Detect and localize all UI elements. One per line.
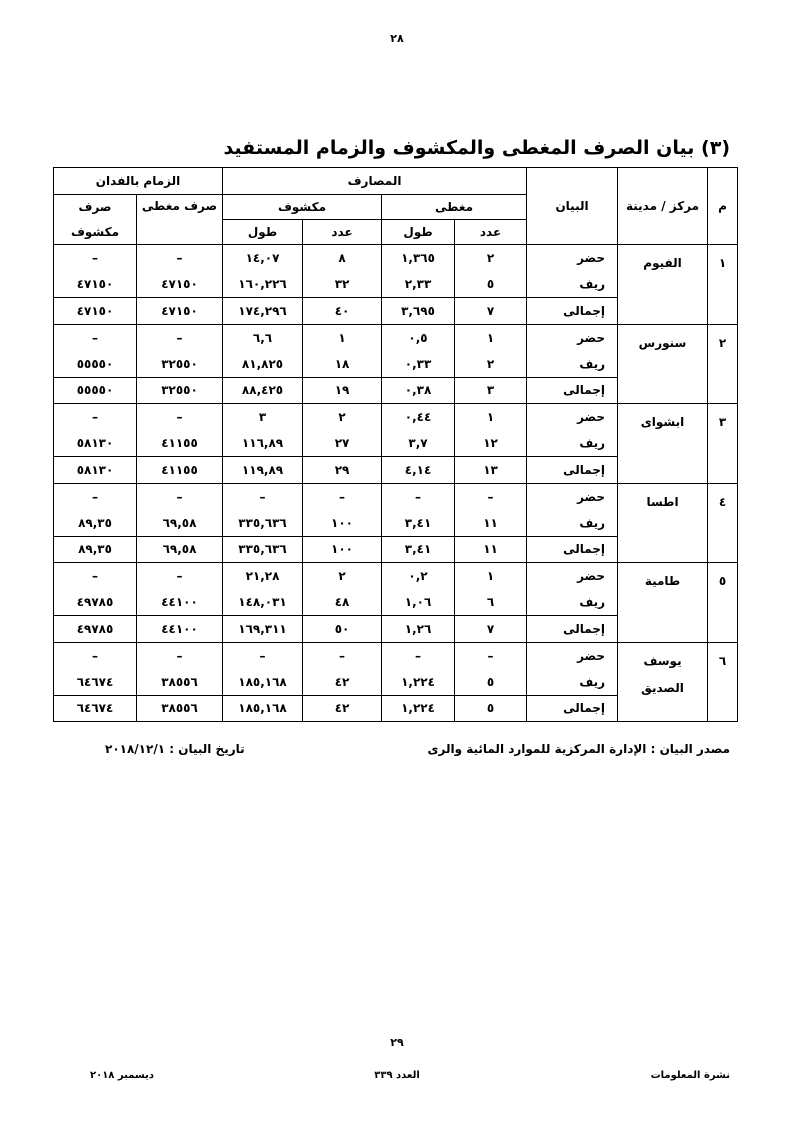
- bayan-cell: إجمالى: [527, 377, 618, 404]
- zimam-covered-cell: –: [137, 245, 223, 272]
- zimam-open-cell: ٤٧١٥٠: [54, 271, 137, 298]
- zimam-open-cell: –: [54, 563, 137, 590]
- zimam-covered-cell: –: [137, 404, 223, 431]
- covered-count-cell: ٧: [455, 298, 527, 325]
- bayan-cell: حضر: [527, 483, 618, 510]
- page-title: (٣) بيان الصرف المغطى والمكشوف والزمام المستفيد: [223, 137, 730, 159]
- covered-length-cell: ١,٢٦: [382, 616, 455, 643]
- header-tool-open: طول: [223, 220, 303, 245]
- open-count-cell: ١٩: [303, 377, 382, 404]
- table-body: [54, 245, 738, 722]
- covered-count-cell: ٣: [455, 377, 527, 404]
- zimam-covered-cell: –: [137, 563, 223, 590]
- covered-count-cell: ٧: [455, 616, 527, 643]
- bayan-cell: إجمالى: [527, 616, 618, 643]
- footer-issue: العدد ٣٣٩: [374, 1070, 420, 1081]
- zimam-covered-cell: ٤٤١٠٠: [137, 589, 223, 616]
- open-length-cell: ١٧٤,٢٩٦: [223, 298, 303, 325]
- zimam-covered-cell: ٣٨٥٥٦: [137, 695, 223, 722]
- open-length-cell: ٨١,٨٢٥: [223, 351, 303, 378]
- open-length-cell: ٦,٦: [223, 324, 303, 351]
- header-sarf: صرف: [54, 195, 137, 220]
- open-count-cell: ٨: [303, 245, 382, 272]
- zimam-covered-cell: ٣٢٥٥٠: [137, 377, 223, 404]
- bayan-cell: ريف: [527, 351, 618, 378]
- covered-length-cell: –: [382, 642, 455, 669]
- open-length-cell: ١٨٥,١٦٨: [223, 669, 303, 696]
- covered-length-cell: ٠,٤٤: [382, 404, 455, 431]
- table-row: [54, 563, 738, 590]
- header-bayan: البيان: [527, 168, 618, 245]
- covered-length-cell: ٤,١٤: [382, 457, 455, 484]
- zimam-open-cell: –: [54, 404, 137, 431]
- covered-count-cell: ١: [455, 324, 527, 351]
- row-number: ٤: [708, 483, 738, 563]
- header-city: مركز / مدينة: [618, 168, 708, 245]
- open-length-cell: ١٨٥,١٦٨: [223, 695, 303, 722]
- covered-count-cell: ١: [455, 563, 527, 590]
- zimam-open-cell: ٤٩٧٨٥: [54, 589, 137, 616]
- city-name: اطسا: [618, 483, 708, 563]
- bayan-cell: حضر: [527, 642, 618, 669]
- zimam-covered-cell: ٤٧١٥٠: [137, 271, 223, 298]
- data-date-note: تاريخ البيان : ٢٠١٨/١٢/١: [105, 742, 245, 756]
- open-count-cell: –: [303, 642, 382, 669]
- zimam-covered-cell: –: [137, 642, 223, 669]
- zimam-open-cell: –: [54, 483, 137, 510]
- header-masaref: المصارف: [223, 168, 527, 195]
- covered-length-cell: ٢,٣٣: [382, 271, 455, 298]
- header-m: م: [708, 168, 738, 245]
- zimam-covered-cell: ٣٨٥٥٦: [137, 669, 223, 696]
- page-number-top: ٢٨: [390, 32, 404, 45]
- open-length-cell: ١٤٨,٠٣١: [223, 589, 303, 616]
- zimam-covered-cell: –: [137, 324, 223, 351]
- open-count-cell: ٤٢: [303, 695, 382, 722]
- zimam-open-cell: ٥٥٥٥٠: [54, 351, 137, 378]
- header-adad-covered: عدد: [455, 220, 527, 245]
- zimam-covered-cell: ٦٩,٥٨: [137, 536, 223, 563]
- open-length-cell: ١٦٠,٢٢٦: [223, 271, 303, 298]
- table-header: [54, 168, 738, 245]
- zimam-open-cell: ٨٩,٣٥: [54, 536, 137, 563]
- bayan-cell: إجمالى: [527, 536, 618, 563]
- zimam-open-cell: ٥٨١٣٠: [54, 457, 137, 484]
- covered-count-cell: ٥: [455, 271, 527, 298]
- header-tool-covered: طول: [382, 220, 455, 245]
- bayan-cell: ريف: [527, 510, 618, 537]
- bayan-cell: ريف: [527, 271, 618, 298]
- city-name: ابشواى: [618, 404, 708, 484]
- open-length-cell: ١١٩,٨٩: [223, 457, 303, 484]
- city-name: سنورس: [618, 324, 708, 404]
- covered-length-cell: –: [382, 483, 455, 510]
- bayan-cell: ريف: [527, 669, 618, 696]
- open-length-cell: ٢١,٢٨: [223, 563, 303, 590]
- bayan-cell: إجمالى: [527, 695, 618, 722]
- bayan-cell: حضر: [527, 563, 618, 590]
- bayan-cell: إجمالى: [527, 457, 618, 484]
- bayan-cell: حضر: [527, 404, 618, 431]
- open-count-cell: ٤٨: [303, 589, 382, 616]
- covered-count-cell: ١٢: [455, 430, 527, 457]
- city-name: طامية: [618, 563, 708, 643]
- footer-date: ديسمبر ٢٠١٨: [90, 1070, 154, 1081]
- covered-length-cell: ٣,٤١: [382, 510, 455, 537]
- open-count-cell: ١٠٠: [303, 510, 382, 537]
- open-count-cell: ١٨: [303, 351, 382, 378]
- zimam-covered-cell: ٤٧١٥٠: [137, 298, 223, 325]
- covered-count-cell: ٢: [455, 351, 527, 378]
- covered-length-cell: ١,٠٦: [382, 589, 455, 616]
- open-count-cell: ٢: [303, 404, 382, 431]
- data-source-note: مصدر البيان : الإدارة المركزية للموارد المائية والرى: [427, 742, 730, 756]
- open-count-cell: ٥٠: [303, 616, 382, 643]
- open-count-cell: –: [303, 483, 382, 510]
- footer-publication: نشرة المعلومات: [650, 1070, 730, 1081]
- open-length-cell: ٣٣٥,٦٣٦: [223, 536, 303, 563]
- row-number: ٥: [708, 563, 738, 643]
- zimam-open-cell: ٨٩,٣٥: [54, 510, 137, 537]
- open-count-cell: ١: [303, 324, 382, 351]
- covered-count-cell: –: [455, 483, 527, 510]
- covered-length-cell: ٠,٣٣: [382, 351, 455, 378]
- open-length-cell: ٨٨,٤٢٥: [223, 377, 303, 404]
- covered-length-cell: ٠,٥: [382, 324, 455, 351]
- covered-count-cell: ٥: [455, 669, 527, 696]
- city-name: الفيوم: [618, 245, 708, 325]
- covered-length-cell: ٣,٦٩٥: [382, 298, 455, 325]
- open-length-cell: –: [223, 642, 303, 669]
- row-number: ١: [708, 245, 738, 325]
- open-length-cell: ٣٣٥,٦٣٦: [223, 510, 303, 537]
- header-zimam: الزمام بالفدان: [54, 168, 223, 195]
- open-length-cell: ٣: [223, 404, 303, 431]
- covered-length-cell: ٠,٢: [382, 563, 455, 590]
- zimam-covered-cell: ٦٩,٥٨: [137, 510, 223, 537]
- header-makshouf-zimam: مكشوف: [54, 220, 137, 245]
- table-row: [54, 324, 738, 351]
- bayan-cell: ريف: [527, 589, 618, 616]
- row-number: ٢: [708, 324, 738, 404]
- bayan-cell: حضر: [527, 324, 618, 351]
- zimam-open-cell: ٥٥٥٥٠: [54, 377, 137, 404]
- zimam-covered-cell: ٤١١٥٥: [137, 430, 223, 457]
- covered-count-cell: ١١: [455, 510, 527, 537]
- covered-count-cell: ١١: [455, 536, 527, 563]
- covered-count-cell: ٥: [455, 695, 527, 722]
- table-row: [54, 245, 738, 272]
- header-adad-open: عدد: [303, 220, 382, 245]
- open-count-cell: ٢٧: [303, 430, 382, 457]
- zimam-open-cell: –: [54, 245, 137, 272]
- header-makshouf: مكشوف: [223, 195, 382, 220]
- open-length-cell: ١٤,٠٧: [223, 245, 303, 272]
- covered-length-cell: ١,٢٢٤: [382, 695, 455, 722]
- covered-length-cell: ١,٢٢٤: [382, 669, 455, 696]
- covered-count-cell: –: [455, 642, 527, 669]
- covered-count-cell: ٦: [455, 589, 527, 616]
- table-row: [54, 483, 738, 510]
- page-number-bottom: ٢٩: [390, 1036, 404, 1049]
- open-count-cell: ٢: [303, 563, 382, 590]
- zimam-open-cell: ٤٧١٥٠: [54, 298, 137, 325]
- zimam-covered-cell: ٤١١٥٥: [137, 457, 223, 484]
- covered-length-cell: ٠,٣٨: [382, 377, 455, 404]
- bayan-cell: حضر: [527, 245, 618, 272]
- bayan-cell: ريف: [527, 430, 618, 457]
- covered-count-cell: ٢: [455, 245, 527, 272]
- open-count-cell: ٣٢: [303, 271, 382, 298]
- zimam-open-cell: ٤٩٧٨٥: [54, 616, 137, 643]
- header-sarf-mughatta: صرف مغطى: [137, 195, 223, 245]
- zimam-covered-cell: ٤٤١٠٠: [137, 616, 223, 643]
- zimam-open-cell: ٦٤٦٧٤: [54, 669, 137, 696]
- covered-count-cell: ١: [455, 404, 527, 431]
- zimam-covered-cell: ٣٢٥٥٠: [137, 351, 223, 378]
- bayan-cell: إجمالى: [527, 298, 618, 325]
- zimam-covered-cell: –: [137, 483, 223, 510]
- open-length-cell: ١١٦,٨٩: [223, 430, 303, 457]
- open-length-cell: ١٦٩,٣١١: [223, 616, 303, 643]
- covered-length-cell: ١,٣٦٥: [382, 245, 455, 272]
- row-number: ٣: [708, 404, 738, 484]
- open-length-cell: –: [223, 483, 303, 510]
- open-count-cell: ٢٩: [303, 457, 382, 484]
- zimam-open-cell: –: [54, 324, 137, 351]
- open-count-cell: ٤٢: [303, 669, 382, 696]
- row-number: ٦: [708, 642, 738, 722]
- open-count-cell: ٤٠: [303, 298, 382, 325]
- table-row: [54, 642, 738, 669]
- covered-length-cell: ٣,٤١: [382, 536, 455, 563]
- zimam-open-cell: –: [54, 642, 137, 669]
- zimam-open-cell: ٦٤٦٧٤: [54, 695, 137, 722]
- city-name: يوسف الصديق: [618, 642, 708, 722]
- header-mughatta: مغطى: [382, 195, 527, 220]
- covered-length-cell: ٣,٧: [382, 430, 455, 457]
- drainage-table: [53, 167, 738, 722]
- covered-count-cell: ١٣: [455, 457, 527, 484]
- open-count-cell: ١٠٠: [303, 536, 382, 563]
- table-row: [54, 404, 738, 431]
- zimam-open-cell: ٥٨١٣٠: [54, 430, 137, 457]
